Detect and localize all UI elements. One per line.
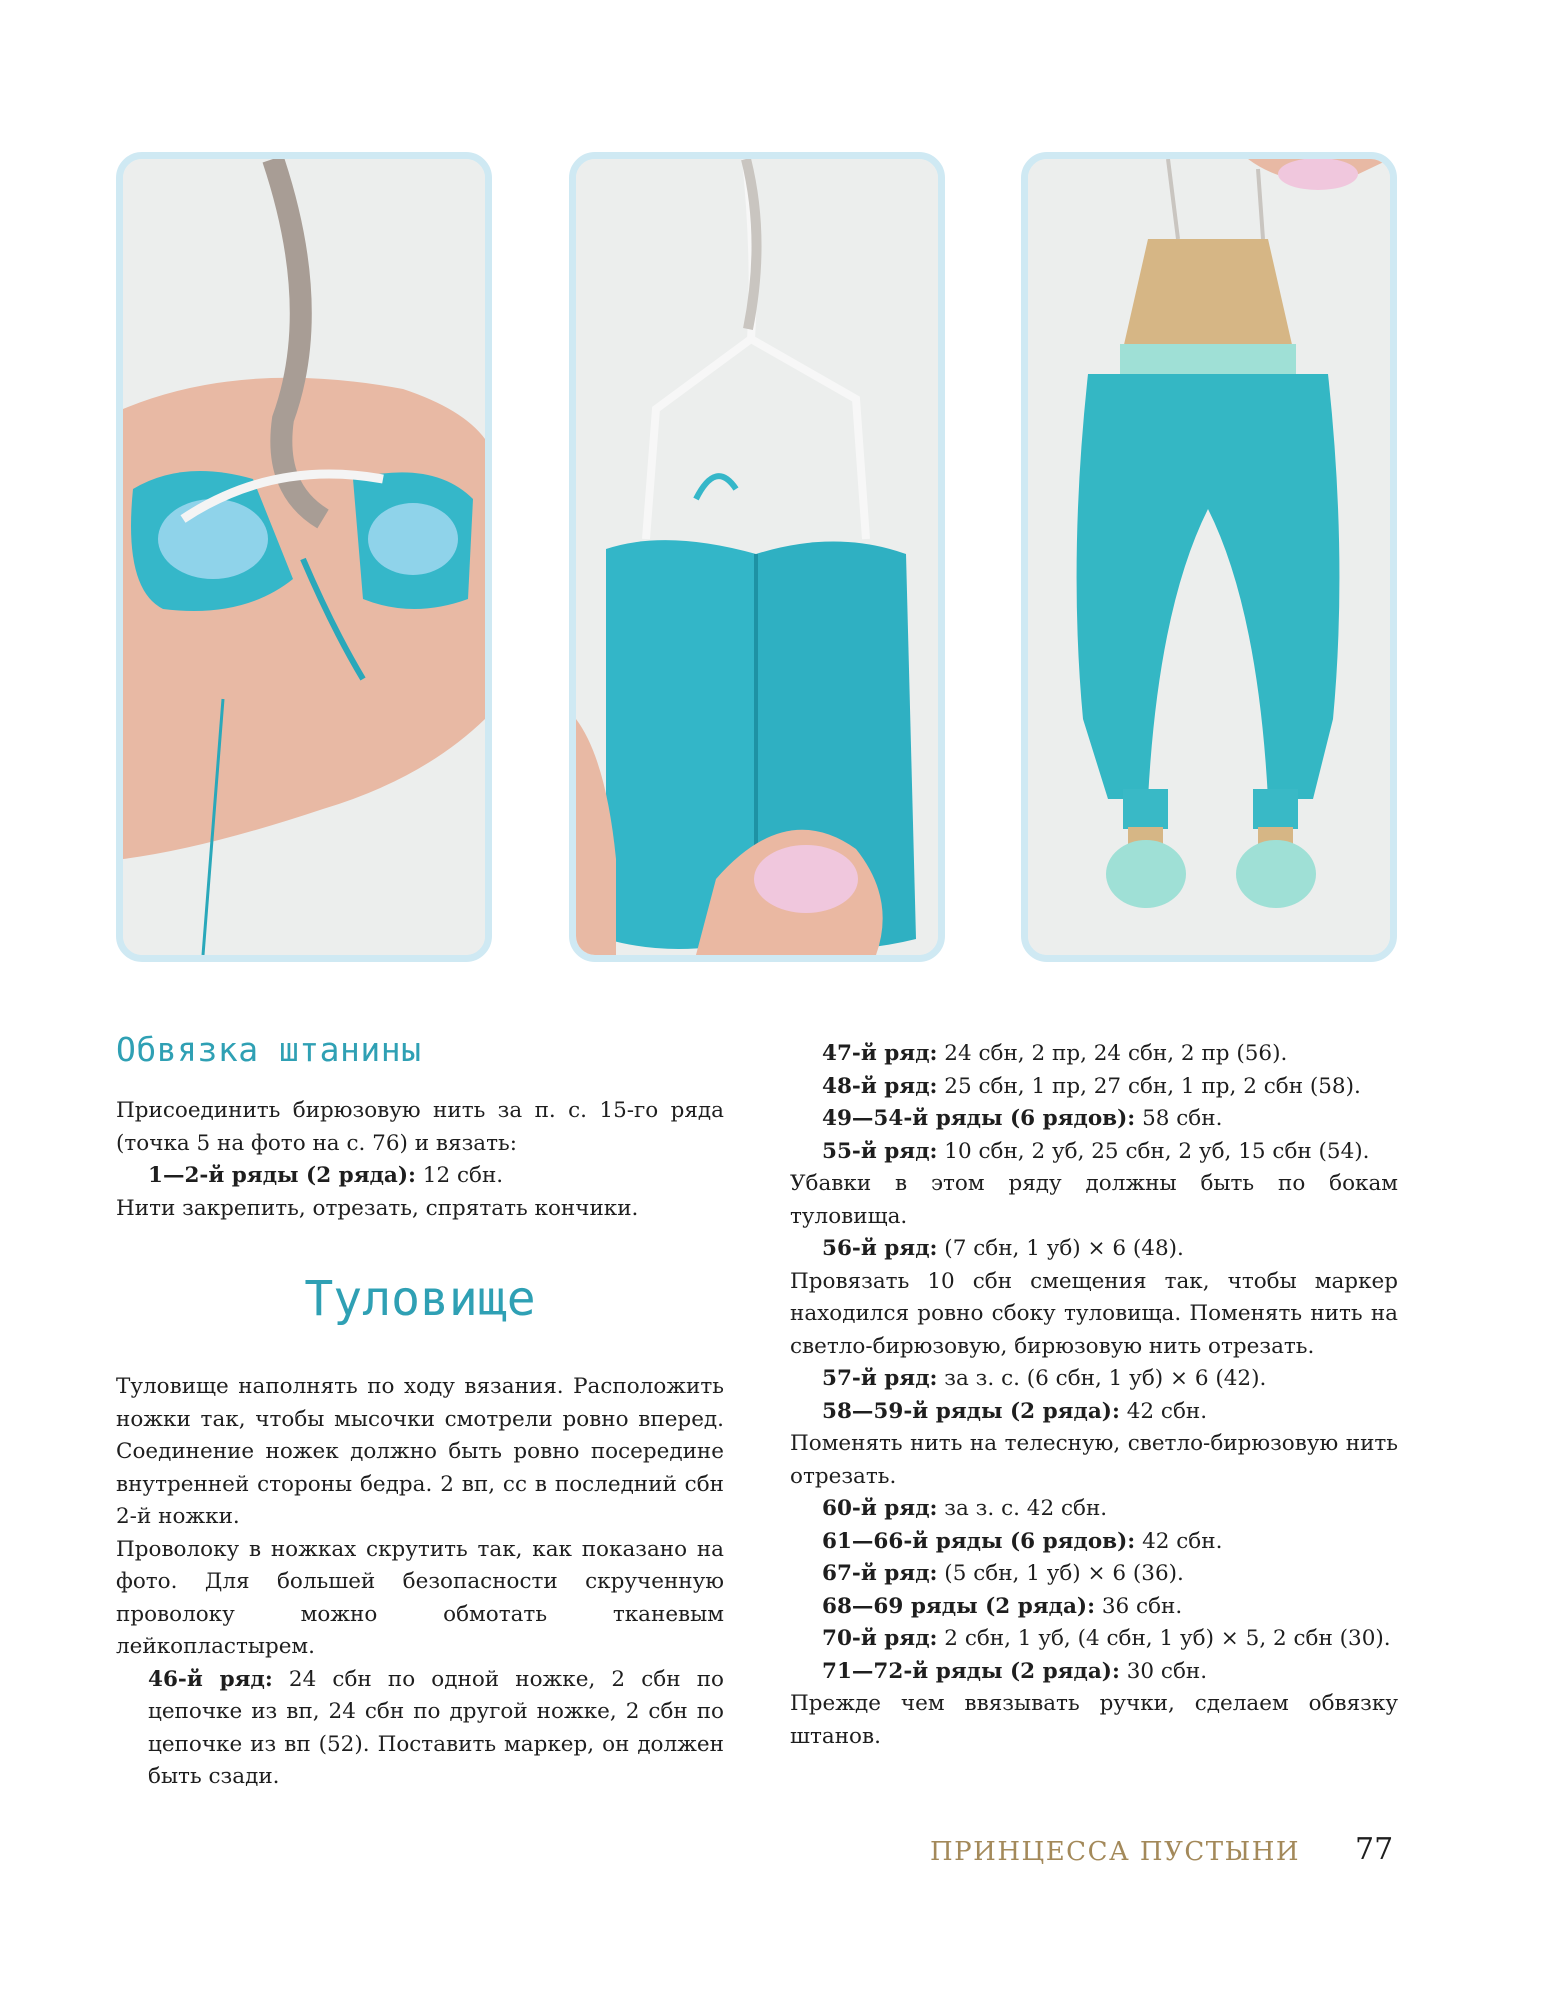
paragraph: Присоединить бирюзовую нить за п. с. 15-го ряда (точка 5 на фото на с. 76) и вязать: [116,1098,724,1156]
page-number: 77 [1355,1832,1394,1867]
row-text: 10 сбн, 2 уб, 25 сбн, 2 уб, 15 сбн (54). [937,1138,1370,1164]
row-text: 24 сбн, 2 пр, 24 сбн, 2 пр (56). [937,1041,1288,1066]
row-label: 68—69 ряды (2 ряда): [822,1593,1096,1619]
photo-legs-joined-wire-image [123,159,485,955]
row-label: 47-й ряд: [822,1041,938,1066]
row-label: 57-й ряд: [822,1366,938,1391]
paragraph: Поменять нить на телесную, светло-бирюзовую нить отрезать. [790,1431,1398,1489]
row-label: 71—72-й ряды (2 ряда): [822,1658,1120,1684]
row-label: 70-й ряд: [822,1626,938,1651]
photo-legs-joined-wire [116,152,492,962]
row-text: 12 сбн. [415,1163,504,1188]
photo-legs-wire-hanger [569,152,945,962]
photo-legs-wire-hanger-image [576,159,938,955]
footer-chapter-title: ПРИНЦЕССА ПУСТЫНИ [930,1837,1301,1867]
row-instruction [790,1623,1398,1656]
row-text: 58 сбн. [1135,1106,1223,1131]
paragraph: Прежде чем ввязывать ручки, сделаем обвязку штанов. [790,1691,1398,1749]
paragraph: Туловище наполнять по ходу вязания. Расположить ножки так, чтобы мысочки смотрели ровно вперед. Соединение ножек должно быть ровно посередине внутренней стороны бедра. 2 вп, сс в последний сбн 2-й ножки. [116,1374,724,1529]
row-label: 1—2-й ряды (2 ряда): [148,1163,416,1188]
row-instruction [790,1526,1398,1559]
row-instruction [790,1071,1398,1104]
row-text: 36 сбн. [1095,1593,1183,1619]
row-text: 2 сбн, 1 уб, (4 сбн, 1 уб) × 5, 2 сбн (30). [937,1626,1391,1651]
row-instruction [790,1233,1398,1266]
row-label: 46-й ряд: [148,1666,273,1692]
row-text: 42 сбн. [1119,1398,1208,1424]
row-text: (5 сбн, 1 уб) × 6 (36). [937,1561,1184,1586]
row-label: 67-й ряд: [822,1561,938,1586]
row-label: 58—59-й ряды (2 ряда): [822,1398,1120,1424]
paragraph: Провязать 10 сбн смещения так, чтобы маркер находился ровно сбоку туловища. Поменять нить на светло-бирюзовую, бирюзовую нить отрезать. [790,1268,1398,1359]
row-instruction [790,1558,1398,1591]
row-label: 61—66-й ряды (6 рядов): [822,1528,1136,1554]
row-text: 25 сбн, 1 пр, 27 сбн, 1 пр, 2 сбн (58). [937,1073,1361,1099]
row-text: за з. с. 42 сбн. [937,1496,1108,1521]
right-column [790,1038,1398,1753]
row-instruction [790,1656,1398,1689]
row-label: 55-й ряд: [822,1138,938,1164]
row-instruction [790,1103,1398,1136]
row-instruction [790,1136,1398,1169]
paragraph: Нити закрепить, отрезать, спрятать кончики. [116,1195,639,1221]
row-instruction [790,1396,1398,1429]
photo-torso-legs-image [1028,159,1390,955]
row-instruction [116,1160,724,1193]
row-text: 42 сбн. [1135,1528,1223,1554]
row-label: 56-й ряд: [822,1236,938,1261]
row-text: 30 сбн. [1119,1658,1208,1684]
row-label: 49—54-й ряды (6 рядов): [822,1106,1136,1131]
photo-torso-legs [1021,152,1397,962]
section-heading-torso: Туловище [304,1271,536,1327]
row-instruction [790,1493,1398,1526]
paragraph: Убавки в этом ряду должны быть по бокам туловища. [790,1171,1398,1229]
row-instruction [790,1363,1398,1396]
row-label: 48-й ряд: [822,1073,938,1099]
left-column [116,1030,724,1794]
row-text: 24 сбн по одной ножке, 2 сбн по цепочке из вп, 24 сбн по другой ножке, 2 сбн по цепочке из вп (52). Поставить маркер, он должен быть сзади. [148,1666,724,1789]
section-heading-leg-edging: Обвязка штанины [116,1030,422,1069]
row-label: 60-й ряд: [822,1496,938,1521]
row-instruction [116,1664,724,1794]
row-instruction [790,1038,1398,1071]
row-text: (7 сбн, 1 уб) × 6 (48). [937,1236,1184,1261]
paragraph: Проволоку в ножках скрутить так, как показано на фото. Для большей безопасности скрученную проволоку можно обмотать тканевым лейкопластырем. [116,1536,724,1659]
row-instruction [790,1591,1398,1624]
row-text: за з. с. (6 сбн, 1 уб) × 6 (42). [937,1366,1267,1391]
